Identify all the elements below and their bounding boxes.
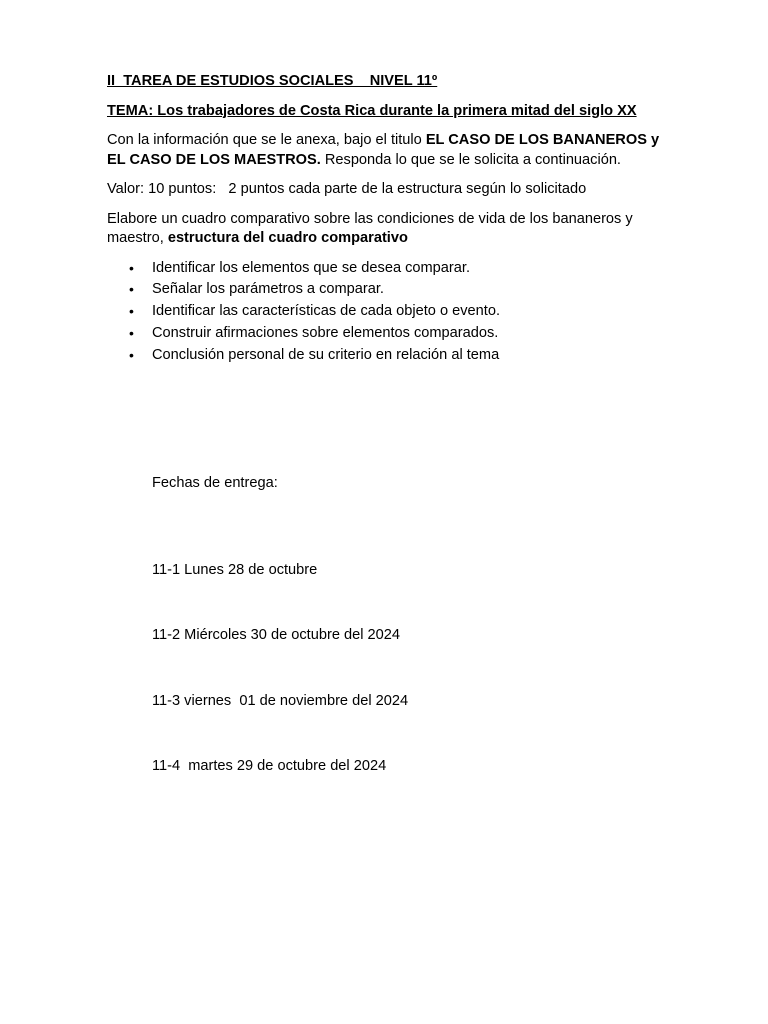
list-item-text: Señalar los parámetros a comparar. [152, 281, 384, 298]
bullet-icon: • [129, 281, 134, 298]
assignment-heading: II TAREA DE ESTUDIOS SOCIALES NIVEL 11º [107, 73, 438, 89]
instruction-bold: estructura del cuadro comparativo [167, 230, 408, 246]
structure-list [107, 259, 667, 366]
bullet-icon: • [129, 325, 134, 342]
list-item-text: Identificar las características de cada objeto o evento. [152, 303, 501, 320]
intro-text: Con la información que se le anexa, bajo el titulo [107, 132, 426, 148]
list-item-text: Identificar los elementos que se desea comparar. [152, 259, 470, 276]
delivery-dates [152, 429, 408, 821]
bullet-icon: • [129, 347, 134, 364]
bullet-icon: • [129, 303, 134, 320]
document-body [107, 72, 667, 368]
list-item [107, 346, 667, 366]
instruction-paragraph [107, 210, 667, 249]
list-item [107, 324, 667, 344]
list-item-text: Conclusión personal de su criterio en relación al tema [152, 347, 500, 364]
delivery-dates-label: Fechas de entrega: [152, 474, 278, 491]
intro-bold-title: EL CASO DE LOS BANANEROS y EL CASO DE LOS MAESTROS. [107, 132, 660, 168]
list-item [107, 302, 667, 322]
delivery-date-item: 11-4 martes 29 de octubre del 2024 [152, 757, 387, 774]
list-item [107, 259, 667, 279]
delivery-date-item: 11-2 Miércoles 30 de octubre del 2024 [152, 627, 400, 644]
instruction-text: Elabore un cuadro comparativo sobre las condiciones de vida de los bananeros y maestro, [107, 210, 633, 246]
valor-line: Valor: 10 puntos: 2 puntos cada parte de la estructura según lo solicitado [107, 181, 587, 197]
bullet-icon: • [129, 259, 134, 276]
tema-heading: TEMA: Los trabajadores de Costa Rica durante la primera mitad del siglo XX [107, 102, 637, 119]
list-item-text: Construir afirmaciones sobre elementos comparados. [152, 325, 499, 342]
list-item [107, 280, 667, 300]
intro-paragraph [107, 131, 667, 170]
delivery-date-item: 11-3 viernes 01 de noviembre del 2024 [152, 692, 409, 709]
delivery-date-item: 11-1 Lunes 28 de octubre [152, 561, 318, 578]
intro-text-after: Responda lo que se le solicita a continuación. [320, 151, 621, 168]
